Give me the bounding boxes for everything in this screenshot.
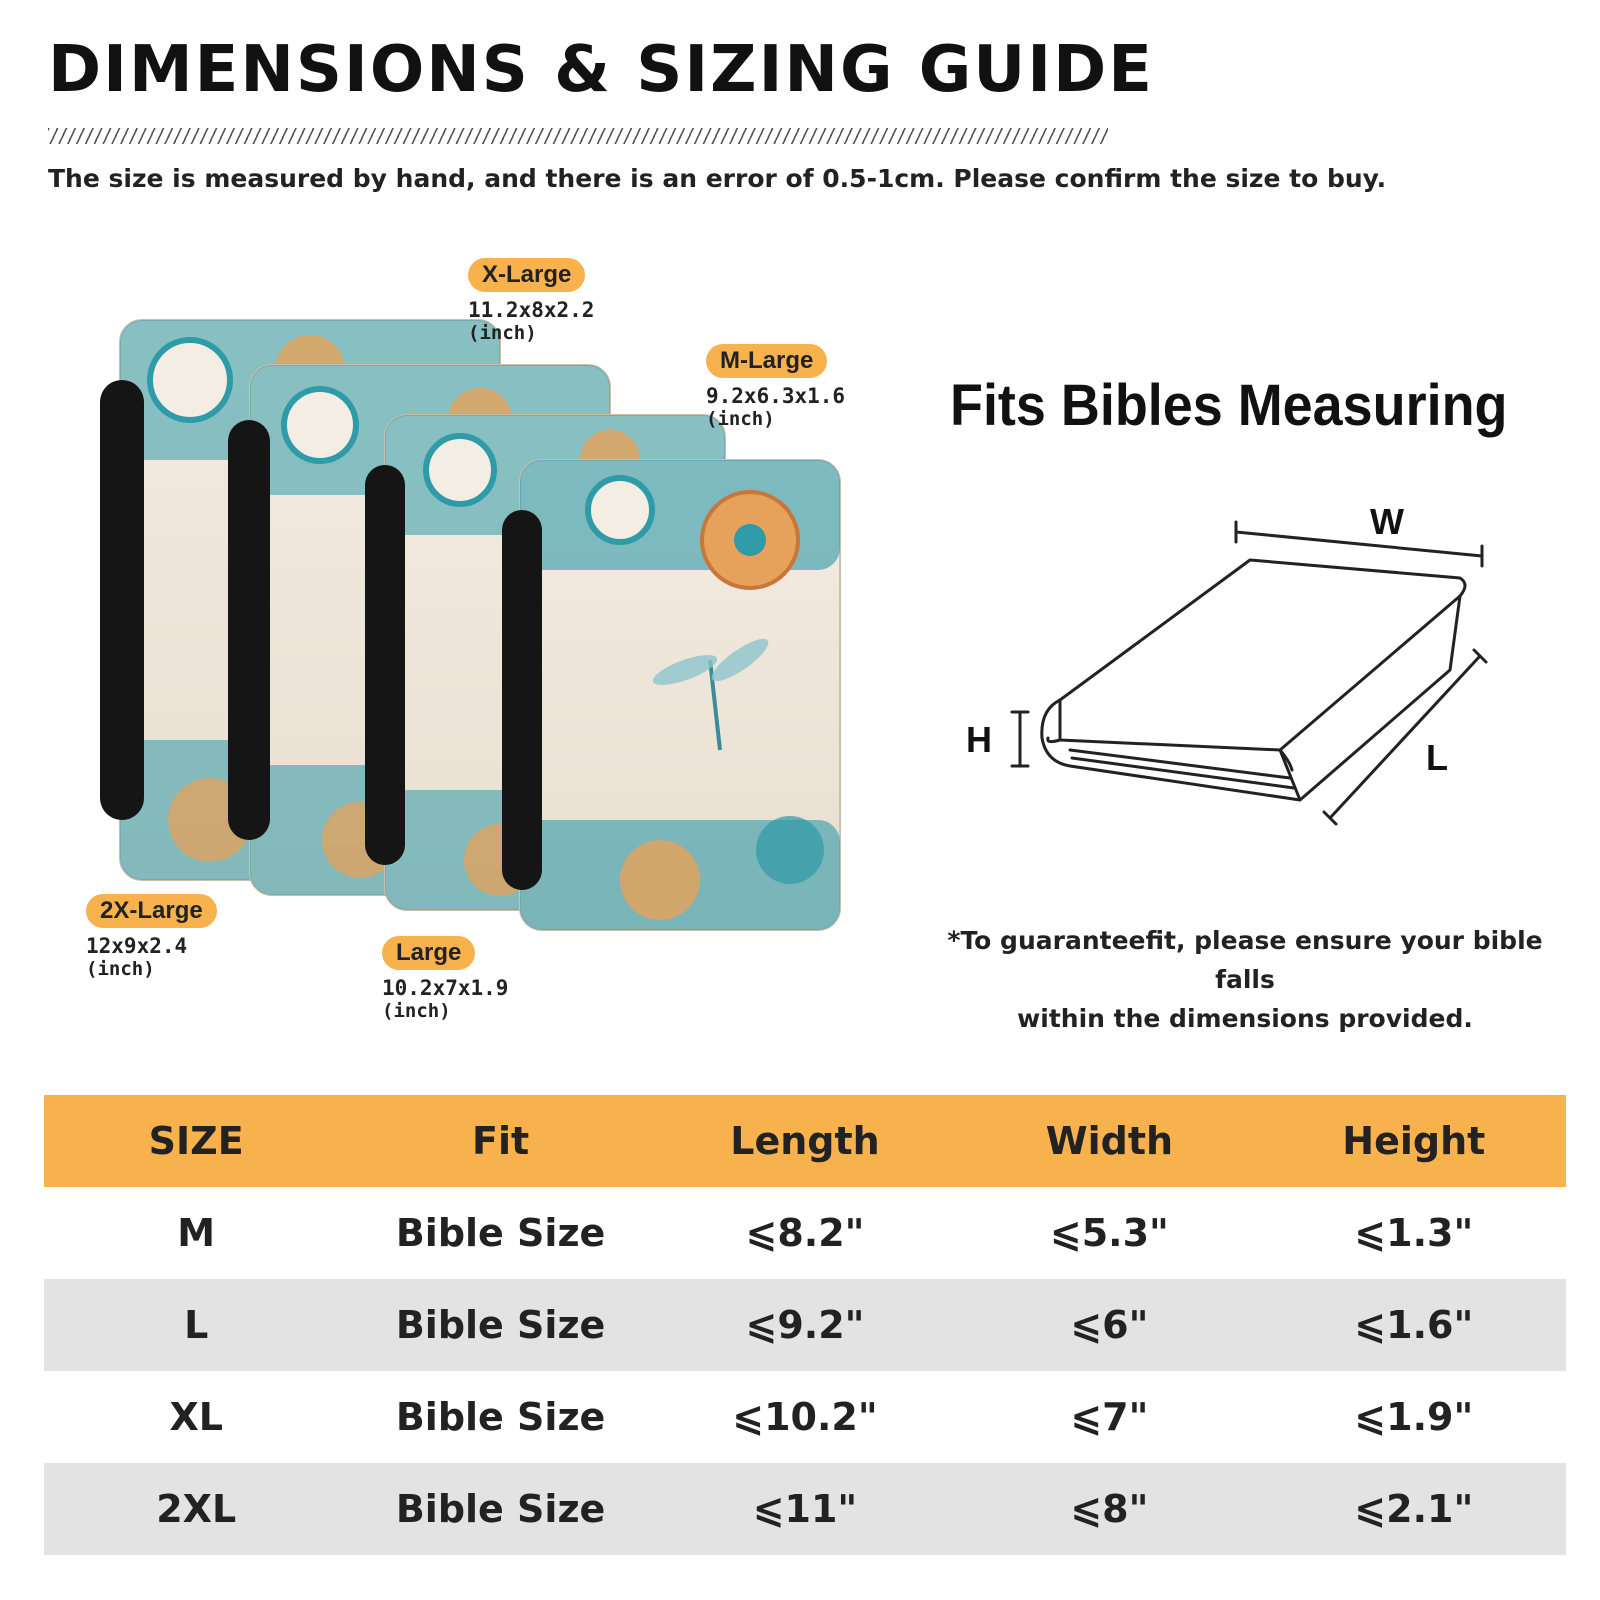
tag-m-large [706,344,845,430]
table-row [44,1279,1566,1371]
header-fit: Fit [472,1119,530,1163]
height-label: H [966,719,992,760]
width-label: W [1370,501,1404,542]
cell-fit: Bible Size [395,1487,606,1531]
header-width: Width [1045,1119,1174,1163]
cell-size: M [177,1211,216,1255]
table-row [44,1463,1566,1555]
hatched-divider [48,128,1108,144]
size-unit: (inch) [468,322,537,345]
size-unit: (inch) [86,958,155,981]
book-dimension-diagram [960,500,1540,860]
fits-heading: Fits Bibles Measuring [950,373,1508,438]
page-title: DIMENSIONS & SIZING GUIDE [48,33,1154,107]
measurement-note: The size is measured by hand, and there is an error of 0.5-1cm. Please confirm the size to buy. [48,164,1387,193]
cell-fit: Bible Size [395,1303,606,1347]
size-unit: (inch) [706,408,775,431]
table-row [44,1187,1566,1279]
cell-height: ⩽1.9" [1354,1395,1474,1439]
size-unit: (inch) [382,1000,451,1023]
cell-length: ⩽8.2" [745,1211,865,1255]
header-length: Length [730,1119,880,1163]
cell-size: L [184,1303,209,1347]
cell-height: ⩽1.6" [1354,1303,1474,1347]
size-pill: X-Large [468,258,585,292]
cell-width: ⩽6" [1070,1303,1149,1347]
length-label: L [1426,737,1448,778]
note-line-2: within the dimensions provided. [1017,1003,1473,1033]
cell-width: ⩽5.3" [1049,1211,1169,1255]
cell-size: 2XL [156,1487,237,1531]
table-row [44,1371,1566,1463]
cell-fit: Bible Size [395,1211,606,1255]
fit-guarantee-note [930,922,1560,1038]
size-dimensions: 12x9x2.4 [86,934,188,958]
cell-width: ⩽7" [1070,1395,1149,1439]
size-pill: 2X-Large [86,894,217,928]
cell-length: ⩽11" [752,1487,858,1531]
size-dimensions: 9.2x6.3x1.6 [706,384,846,408]
note-line-1: *To guaranteefit, please ensure your bible falls [947,926,1543,994]
size-pill: Large [382,936,475,970]
tag-x-large [468,258,594,344]
size-dimensions: 10.2x7x1.9 [382,976,509,1000]
size-dimensions: 11.2x8x2.2 [468,298,595,322]
cover-m-large [502,460,840,930]
tag-large [382,936,508,1022]
header-size: SIZE [148,1119,244,1163]
header-height: Height [1342,1119,1486,1163]
cell-height: ⩽2.1" [1354,1487,1474,1531]
cell-length: ⩽9.2" [745,1303,865,1347]
tag-2x-large [86,894,217,980]
cell-fit: Bible Size [395,1395,606,1439]
cell-height: ⩽1.3" [1354,1211,1474,1255]
size-pill: M-Large [706,344,827,378]
cell-length: ⩽10.2" [732,1395,878,1439]
cell-size: XL [169,1395,223,1439]
cell-width: ⩽8" [1070,1487,1149,1531]
size-table [44,1095,1566,1555]
table-header-row [44,1095,1566,1187]
